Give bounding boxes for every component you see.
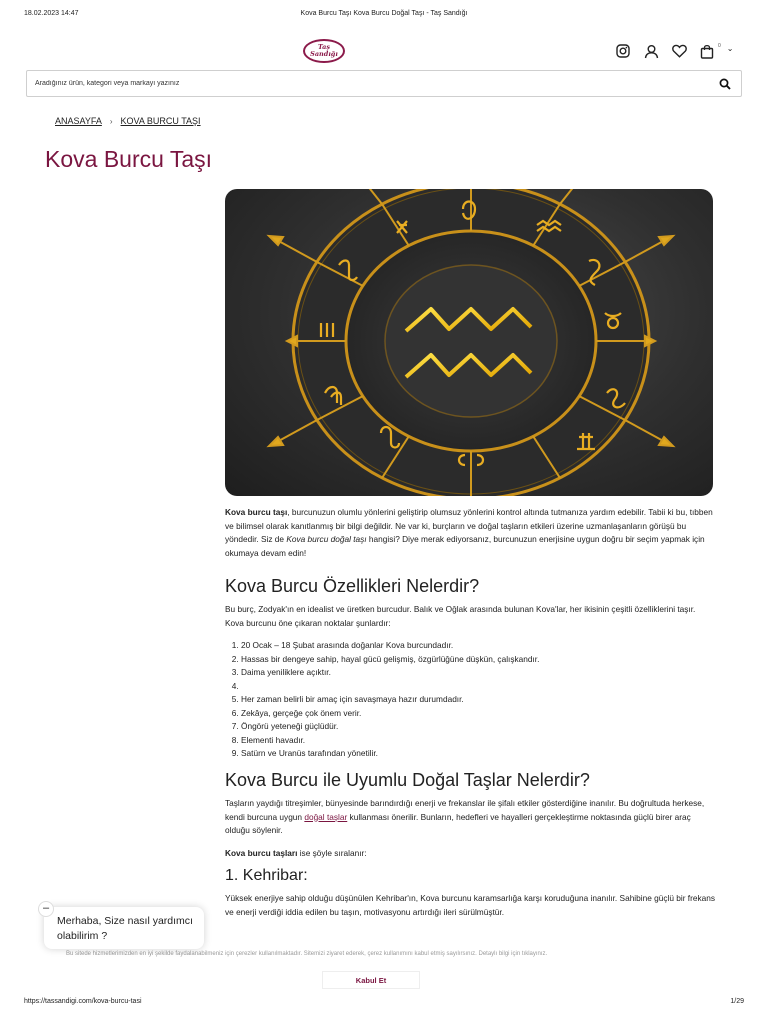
stones-text-2: kullanması önerilir. Bunların, hedefleri ve hayalleri gerçekleştirme noktasında güçlü birer araç olduğu söylenir. [225,811,691,835]
print-title: Kova Burcu Taşı Kova Burcu Doğal Taşı - Taş Sandığı [300,10,468,17]
section-heading-features: Kova Burcu Özellikleri Nelerdir? [225,576,480,596]
breadcrumb-current-link[interactable]: KOVA BURCU TAŞI [120,116,201,126]
heart-icon[interactable] [670,42,688,60]
breadcrumb-home-link[interactable]: ANASAYFA [55,116,102,126]
print-header [24,10,744,22]
list-item [241,680,715,694]
list-item: 9. Satürn ve Uranüs tarafından yönetilir. [241,747,715,761]
list-item: 2. Hassas bir dengeye sahip, hayal gücü gelişmiş, özgürlüğüne düşkün, çalışkandır. [241,653,715,667]
logo-line-2: Sandığı [310,50,338,58]
cart-count-badge: 0 [718,43,721,49]
chat-close-icon[interactable]: – [38,901,54,917]
features-paragraph: Bu burç, Zodyak'ın en idealist ve üretken burcudur. Balık ve Oğlak arasında bulunan Kova'lar, her ikisinin çeşitli özelliklerini taşır. Kova burcunu öne çıkaran noktalar şunlardır: [225,604,696,628]
breadcrumb [55,116,201,126]
search-bar [26,70,742,97]
natural-stones-link[interactable]: doğal taşlar [304,811,348,822]
kehribar-paragraph: Yüksek enerjiye sahip olduğu düşünülen Kehribar'ın, Kova burcunu karamsarlığa karşı koruduğuna inanılır. Sahibine güçlü bir frekans ve enerji verdiği iddia edilen bu taşın, motivasyonu artırdığı ileri sürülmüştür. [225,893,716,917]
stones-text-1: Taşların yaydığı titreşimler, bünyesinde barındırdığı enerji ve frekanslar ile şifalı etkiler gösterdiğine inanılır. Bu doğrultuda herkese, kendi burcuna uygun [225,798,705,822]
hero-image-aquarius-zodiac [225,189,713,496]
list-item: 5. Her zaman belirli bir amaç için savaşmaya hazır durumdadır. [241,693,715,707]
kehribar-heading: 1. Kehribar: [225,867,308,884]
print-url: https://tassandigi.com/kova-burcu-tasi [24,998,142,1005]
list-item: 3. Daima yeniliklere açıktır. [241,666,715,680]
intro-paragraph [225,506,715,560]
search-icon[interactable] [719,77,733,91]
chat-message: Merhaba, Size nasıl yardımcı olabilirim ? [57,915,193,942]
list-item: 6. Zekâya, gerçeğe çok önem verir. [241,707,715,721]
section-heading-stones: Kova Burcu ile Uyumlu Doğal Taşlar Nelerdir? [225,770,590,790]
stones-paragraph [225,797,715,838]
user-icon[interactable] [642,42,660,60]
breadcrumb-separator-icon: › [109,116,113,126]
features-list [225,639,715,761]
chat-widget[interactable] [42,902,204,949]
stones-bold: Kova burcu taşları [225,848,298,858]
cookie-text[interactable]: Bu sitede hizmetlerimizden en iyi şekilde faydalanabilmeniz için çerezler kullanılmaktadır. Sitemizi ziyaret ederek, çerez kullanımını kabul etmiş sayılırsınız. Detaylı bilgi için tıklayınız. [66,951,548,957]
print-date: 18.02.2023 14:47 [24,10,79,17]
zodiac-wheel-illustration [225,189,713,496]
cart-icon[interactable] [698,42,716,60]
list-item: 1. 20 Ocak – 18 Şubat arasında doğanlar Kova burcundadır. [241,639,715,653]
print-footer [24,998,744,1010]
print-page-number: 1/29 [730,998,744,1005]
instagram-icon[interactable] [614,42,632,60]
header-icons [614,42,733,60]
stones-list-text: ise şöyle sıralanır: [297,848,367,858]
page-title: Kova Burcu Taşı [45,146,213,172]
list-item: 8. Elementi havadır. [241,734,715,748]
intro-text-1: , burcunuzun olumlu yönlerini geliştirip olumsuz yönlerini kontrol altında tutmanıza yardım edebilir. Tabii ki bu, tıbben ve bilimsel olarak kanıtlanmış bir bilgi değildir. Ne var ki, burçların ve doğal taşların etkileri üzerine uzmanlaşanların görüşü bu yöndedir. Siz de [225,507,713,544]
cookie-banner [0,949,768,999]
stones-list-intro [225,847,715,861]
site-logo[interactable] [303,39,345,63]
logo-line-1: Taş [317,43,331,51]
cookie-accept-button[interactable]: Kabul Et [322,971,420,989]
intro-italic: Kova burcu doğal taşı [286,534,367,544]
chevron-down-icon[interactable]: ⌄ [726,43,734,53]
search-input[interactable] [27,71,687,96]
list-item: 7. Öngörü yeteneği güçlüdür. [241,720,715,734]
intro-text-2: hangisi? Diye merak ediyorsanız, burcunuzun enerjisine uygun doğru bir seçim yapmak için okumaya devam edin! [225,534,705,558]
intro-bold: Kova burcu taşı [225,507,288,517]
